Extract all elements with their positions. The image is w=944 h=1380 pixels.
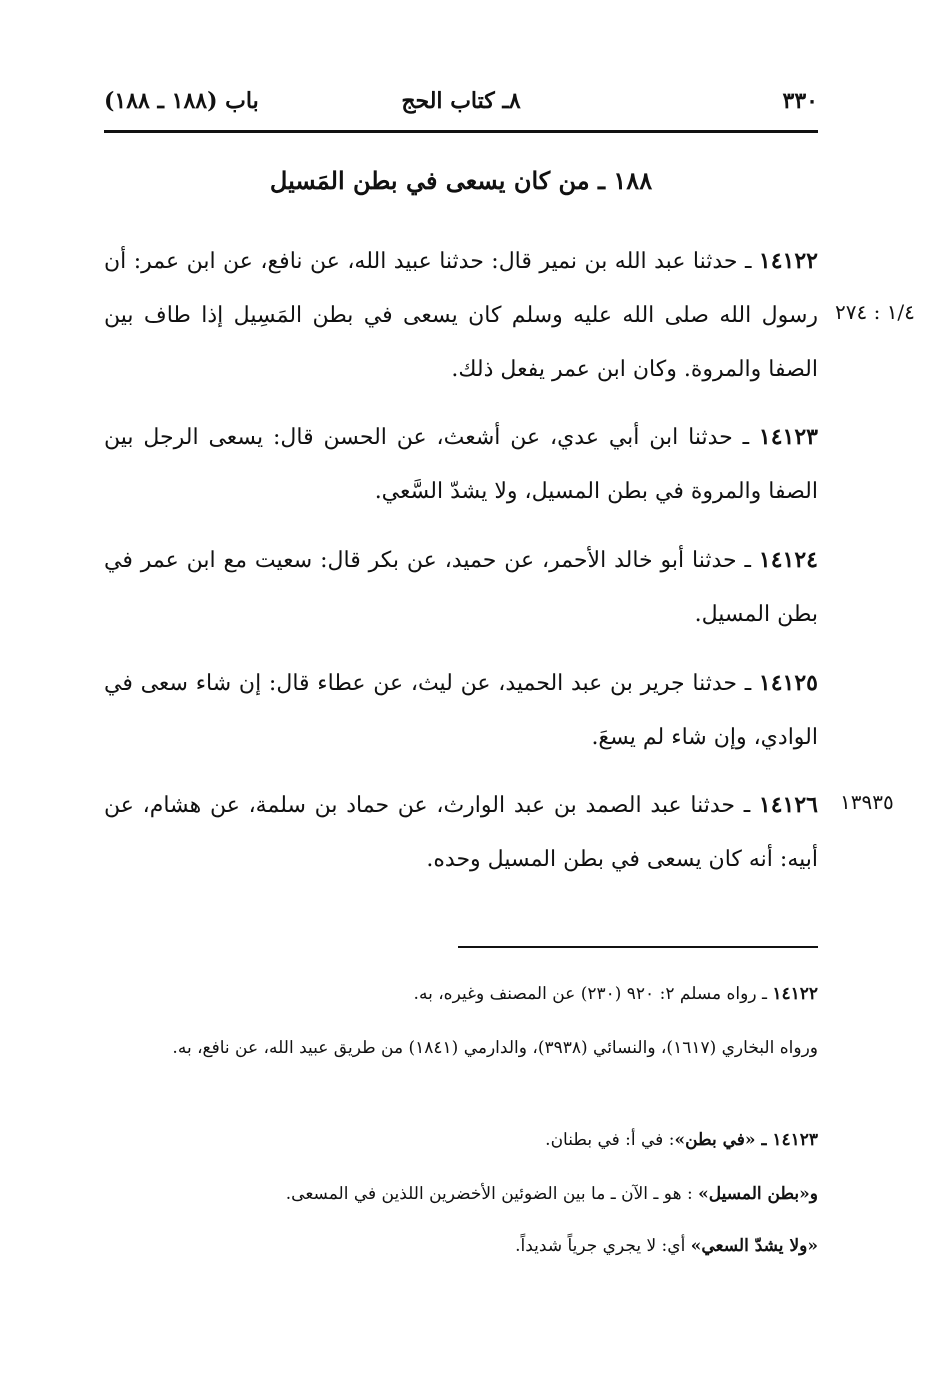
footnote — [104, 1226, 818, 1266]
footnote-number: ١٤١٢٢ — [772, 984, 818, 1004]
footnote-quote: و«بطن المسيل» — [698, 1184, 818, 1204]
footnote — [104, 1174, 818, 1214]
hadith-paragraph — [104, 656, 818, 765]
footnote-quote: ـ «في بطن» — [674, 1130, 773, 1150]
hadith-number: ١٤١٢٦ — [758, 792, 818, 818]
hadith-text: ـ حدثنا عبد الصمد بن عبد الوارث، عن حماد بن سلمة، عن هشام، عن أبيه: أنه كان يسعى في بطن المسيل وحده. — [104, 793, 818, 872]
hadith-paragraph — [104, 778, 818, 887]
footnote-separator — [458, 946, 818, 948]
footnote — [104, 1028, 818, 1068]
hadith-number: ١٤١٢٣ — [758, 424, 818, 450]
footnote — [104, 1120, 818, 1160]
hadith-number: ١٤١٢٥ — [758, 670, 818, 696]
margin-reference: ١/٤ : ٢٧٤ — [835, 300, 915, 324]
hadith-number: ١٤١٢٢ — [758, 248, 818, 274]
hadith-paragraph — [104, 533, 818, 642]
chapter-title: ١٨٨ ـ من كان يسعى في بطن المَسيل — [269, 166, 653, 195]
footnote-number: ١٤١٢٣ — [772, 1130, 818, 1150]
hadith-paragraph — [104, 234, 818, 397]
footnote-text: : في أ: في بطنان. — [545, 1130, 675, 1150]
hadith-paragraph — [104, 410, 818, 519]
header-rule — [104, 130, 818, 133]
running-header — [104, 84, 818, 124]
footnote-text: : هو ـ الآن ـ ما بين الضوئين الأخضرين اللذين في المسعى. — [285, 1184, 699, 1204]
hadith-text: ـ حدثنا جرير بن عبد الحميد، عن ليث، عن عطاء قال: إن شاء سعى في الوادي، وإن شاء لم يسعَ. — [104, 671, 818, 750]
footnote-text: ـ رواه مسلم ٢: ٩٢٠ (٢٣٠) عن المصنف وغيره، به. — [413, 984, 773, 1004]
footnote-quote: «ولا يشدّ السعي» — [690, 1236, 818, 1256]
book-title: ٨ـ كتاب الحج — [401, 88, 521, 114]
footnote-text: أي: لا يجري جرياً شديداً. — [515, 1236, 691, 1256]
hadith-text: ـ حدثنا ابن أبي عدي، عن أشعث، عن الحسن قال: يسعى الرجل بين الصفا والمروة في بطن المسيل، ولا يشدّ السَّعي. — [104, 425, 818, 504]
hadith-text: ـ حدثنا عبد الله بن نمير قال: حدثنا عبيد الله، عن نافع، عن ابن عمر: أن رسول الله صلى الله عليه وسلم كان يسعى في بطن المَسِيل إذا طاف بين الصفا والمروة. وكان ابن عمر يفعل ذلك. — [104, 249, 818, 382]
margin-reference: ١٣٩٣٥ — [840, 790, 894, 814]
chapter-range: باب (١٨٨ ـ ١٨٨) — [104, 88, 259, 114]
footnote-text: ورواه البخاري (١٦١٧)، والنسائي (٣٩٣٨)، والدارمي (١٨٤١) من طريق عبيد الله، عن نافع، به. — [172, 1038, 818, 1058]
page-number: ٣٣٠ — [782, 88, 818, 114]
hadith-text: ـ حدثنا أبو خالد الأحمر، عن حميد، عن بكر قال: سعيت مع ابن عمر في بطن المسيل. — [104, 548, 818, 627]
hadith-number: ١٤١٢٤ — [758, 547, 818, 573]
footnote — [104, 974, 818, 1014]
